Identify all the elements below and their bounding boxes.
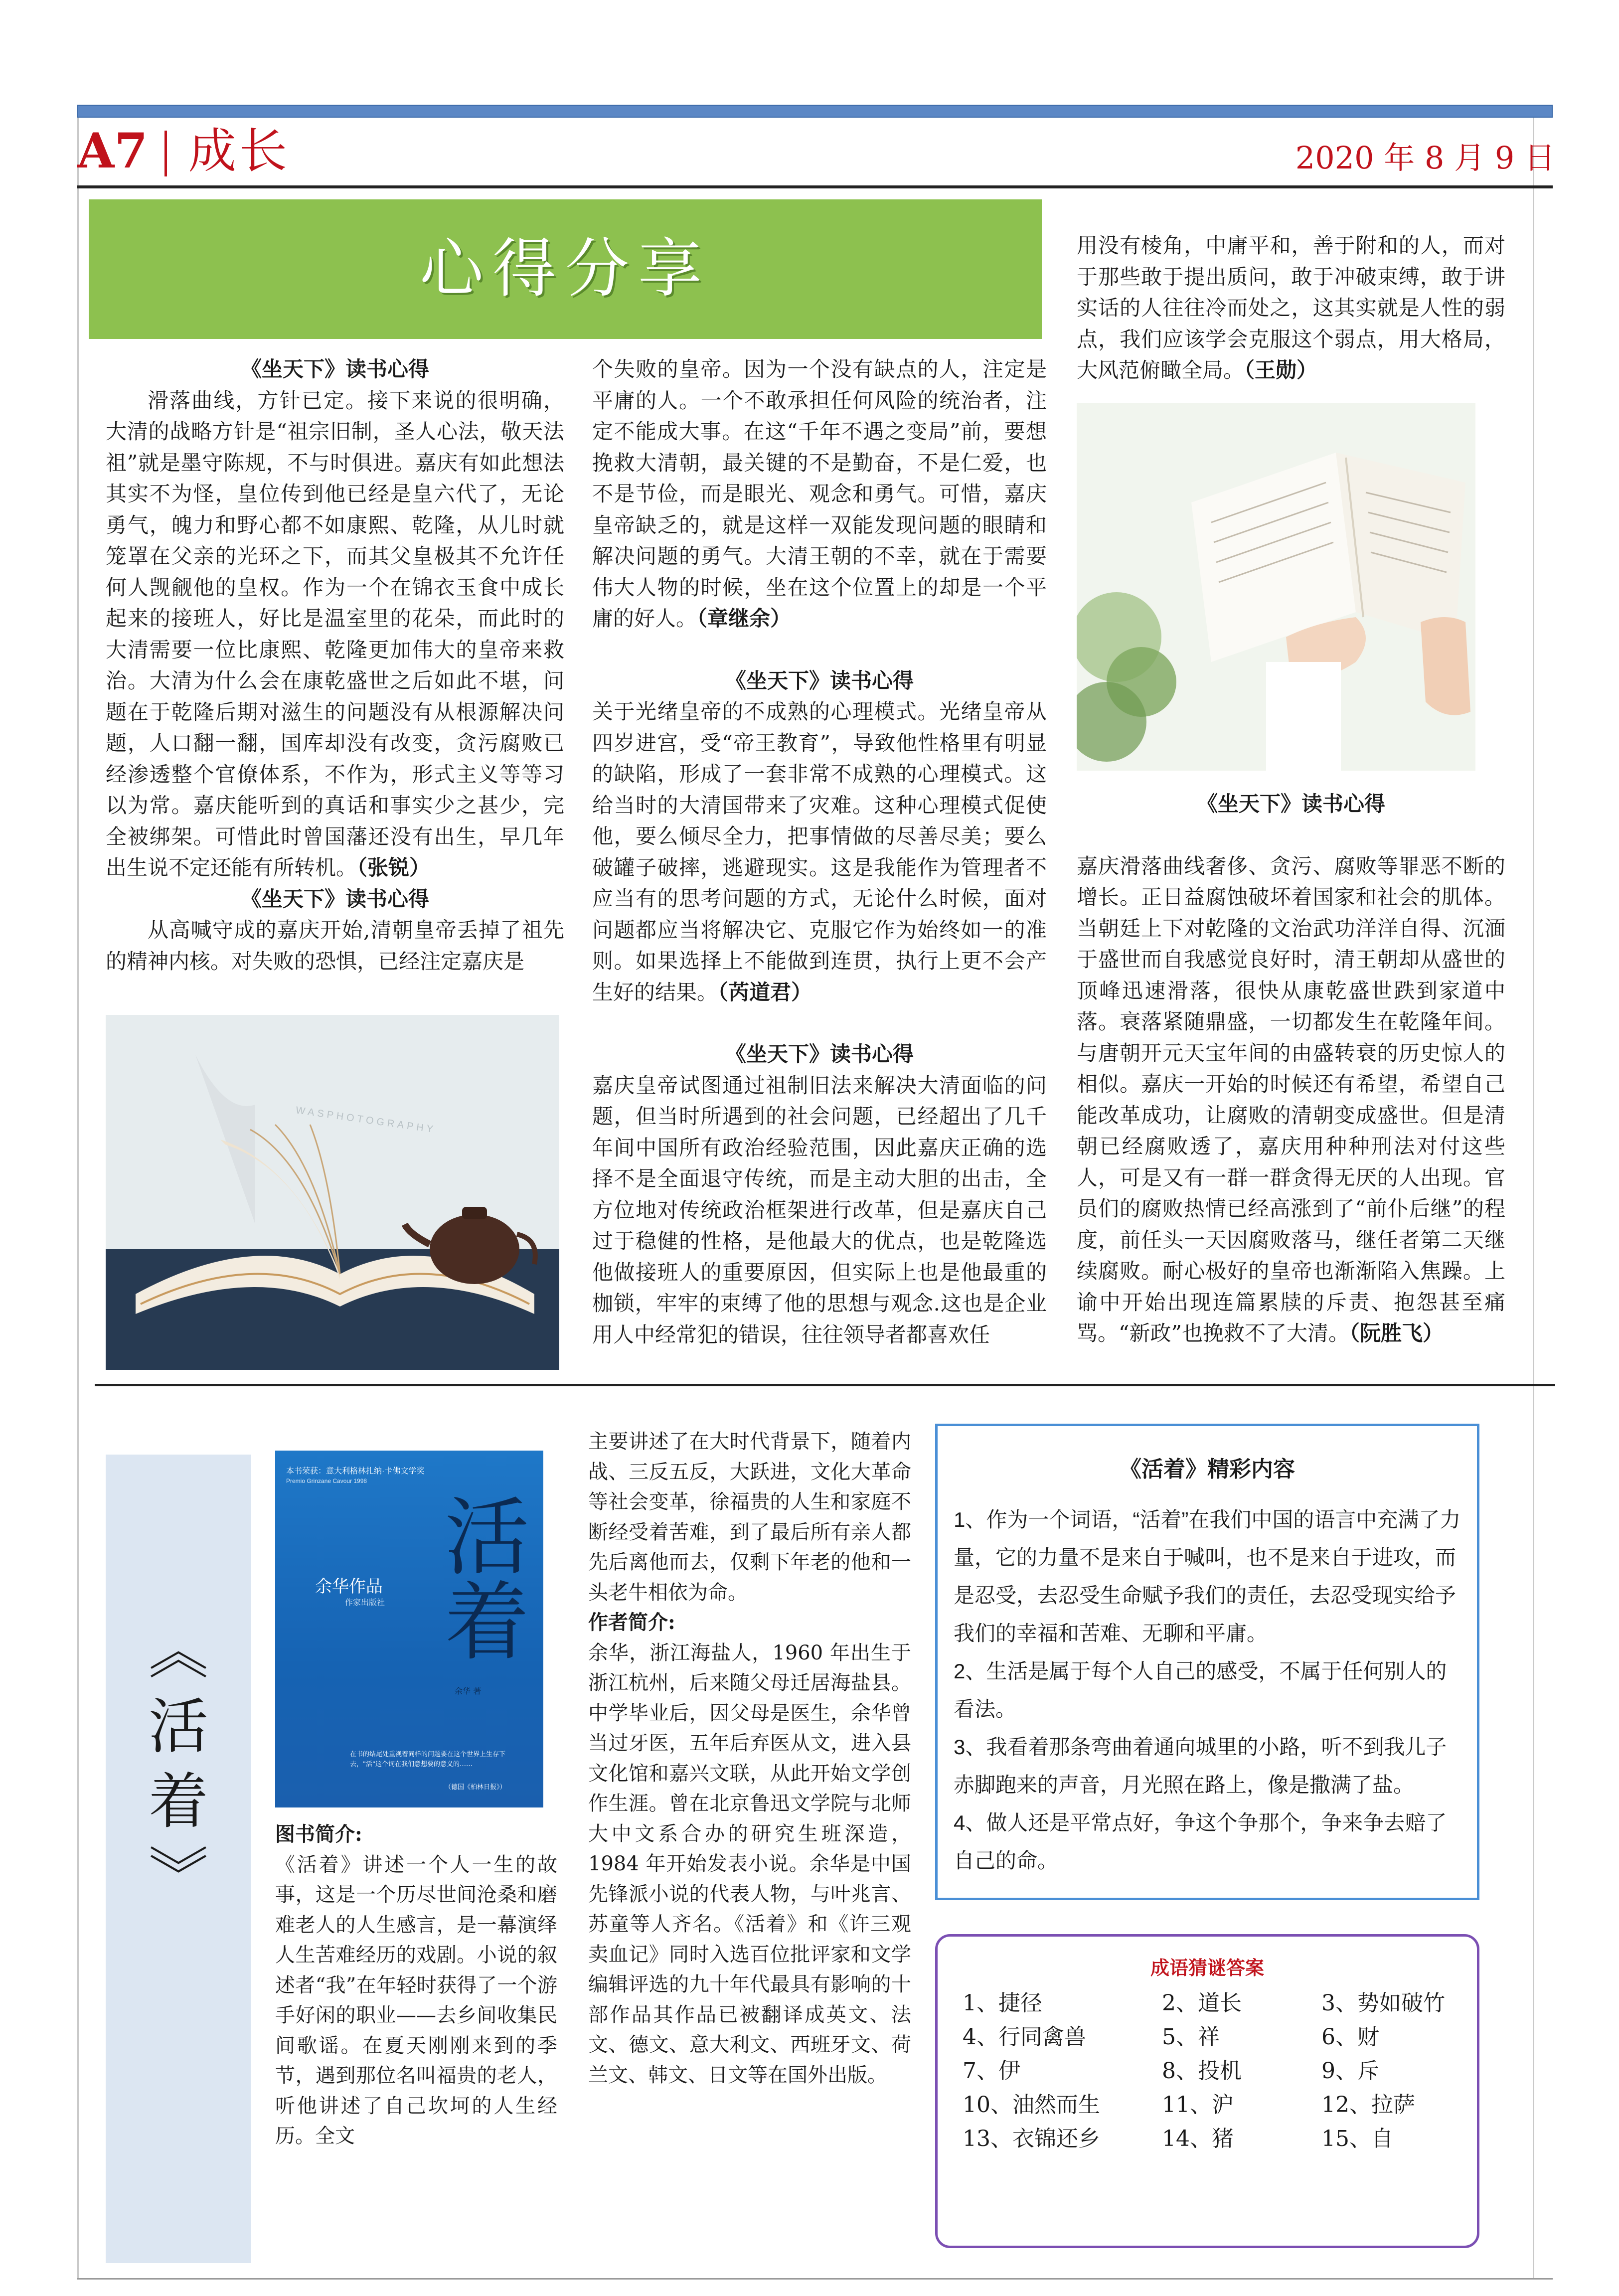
column-3-top — [1077, 230, 1505, 386]
book-cover-huozhe — [275, 1451, 543, 1807]
title-bracket-close: ︾ — [149, 1842, 208, 1911]
spacer — [1077, 820, 1505, 851]
photo-watermark: WASPHOTOGRAPHY — [295, 1105, 437, 1136]
huozhe-middle — [588, 1427, 911, 2090]
excerpt-list — [954, 1501, 1463, 1880]
idiom-answer: 4、行同禽兽 — [963, 2024, 1086, 2050]
article-5-author: （阮胜飞） — [1349, 1321, 1444, 1345]
huozhe-vertical-title — [106, 1615, 251, 1914]
author-body: 余华，浙江海盐人，1960 年出生于浙江杭州，后来随父母迁居海盐县。中学毕业后，因父母是医生，余华曾当过牙医，五年后弃医从文，进入县文化馆和嘉兴文联，从此开始文学创作生涯。曾在北京鲁迅文学院与北师大中文系合办的研究生班深造，1984 年开始发表小说。余华是中国先锋派小说的代表人物，与叶兆言、苏童等人齐名。《活着》和《许三观卖血记》同时入选百位批评家和文学编辑评选的九十年代最具有影响的十部作品其作品已被翻译成英文、法文、德文、意大利文、西班牙文、荷兰文、韩文、日文等在国外出版。 — [588, 1641, 911, 2087]
article-4-author: （王勋） — [1244, 358, 1318, 382]
article-3-title: 《坐天下》读书心得 — [725, 668, 914, 693]
article-3-author: （芮道君） — [718, 980, 812, 1004]
idiom-answer: 12、拉萨 — [1321, 2092, 1415, 2118]
section-name: 成长 — [188, 123, 290, 179]
idiom-answer: 7、伊 — [963, 2058, 1020, 2084]
cover-author-series: 余华作品 — [315, 1577, 383, 1596]
article-5-body: 嘉庆滑落曲线奢侈、贪污、腐败等罪恶不断的增长。正日益腐蚀破坏着国家和社会的肌体。当朝廷上下对乾隆的文治武功洋洋自得、沉湎于盛世而自我感觉良好时，清王朝却从盛世的顶峰迅速滑落，很快从康乾盛世跌到家道中落。衰落紧随鼎盛，一切都发生在乾隆年间。与唐朝开元天宝年间的由盛转衰的历史惊人的相似。嘉庆一开始的时候还有希望，希望自己能改革成功，让腐败的清朝变成盛世。但是清朝已经腐败透了，嘉庆用种种刑法对付这些人，可是又有一群一群贪得无厌的人出现。官员们的腐败热情已经高涨到了“前仆后继”的程度，前任头一天因腐败落马，继任者第二天继续腐败。耐心极好的皇帝也渐渐陷入焦躁。上谕中开始出现连篇累牍的斥责、抱怨甚至痛骂。“新政”也挽救不了大清。（阮胜飞） — [1077, 853, 1505, 1345]
title-bracket-open: ︽ — [149, 1618, 208, 1687]
spacer — [592, 1008, 1047, 1039]
article-1-author: （张锐） — [357, 855, 431, 880]
section-divider — [95, 1384, 1555, 1386]
cover-quote: 在书的结尾处重视着同样的问题要在这个世界上生存下去，"活"这个词在我们意想要的意义的…… — [350, 1751, 506, 1768]
article-3-body: 关于光绪皇帝的不成熟的心理模式。光绪皇帝从四岁进宫，受“帝王教育”，导致他性格里有明显的缺陷，形成了一套非常不成熟的心理模式。这给当时的大清国带来了灾难。这种心理模式促使他，要么倾尽全力，把事情做的尽善尽美；要么破罐子破摔，逃避现实。这是我能作为管理者不应当有的思考问题的方式，无论什么时候，面对问题都应当将解决它、克服它作为始终如一的准则。如果选择上不能做到连贯，执行上更不会产生好的结果。（芮道君） — [592, 699, 1047, 1004]
column-3-bottom — [1077, 789, 1505, 1349]
idiom-answer: 2、道长 — [1162, 1990, 1242, 2016]
idiom-answer: 6、财 — [1321, 2024, 1379, 2050]
article-1-body: 滑落曲线，方针已定。接下来说的很明确，大清的战略方针是“祖宗旧制，圣人心法，敬天法祖”就是墨守陈规，不与时俱进。嘉庆有如此想法其实不为怪，皇位传到他已经是皇六代了，无论勇气，魄力和野心都不如康熙、乾隆，从儿时就笼罩在父亲的光环之下，而其父皇极其不允许任何人觊觎他的皇权。作为一个在锦衣玉食中成长起来的接班人，好比是温室里的花朵，而此时的大清需要一位比康熙、乾隆更加伟大的皇帝来救治。大清为什么会在康乾盛世之后如此不堪，问题在于乾隆后期对滋生的问题没有从根源解决问题，人口翻一翻，国库却没有改变，贪污腐败已经渗透整个官僚体系，不作为，形式主义等等习以为常。嘉庆能听到的真话和事实少之甚少，完全被绑架。可惜此时曾国藩还没有出生，早几年出生说不定还能有所转机。（张锐） — [106, 388, 564, 880]
article-5-title: 《坐天下》读书心得 — [1196, 792, 1385, 816]
intro-body-continued: 主要讲述了在大时代背景下，随着内战、三反五反，大跃进，文化大革命等社会变革，徐福贵的人生和家庭不断经受着苦难，到了最后所有亲人都先后离他而去，仅剩下年老的他和一头老牛相依为命。 — [588, 1430, 911, 1604]
idiom-grid — [963, 1986, 1461, 2156]
photo-illustration — [1077, 403, 1475, 771]
idiom-answer: 15、自 — [1321, 2126, 1393, 2151]
footer-rule — [77, 2278, 1553, 2280]
idiom-answers-box — [935, 1934, 1479, 2248]
article-4-title: 《坐天下》读书心得 — [725, 1042, 914, 1066]
header-color-bar — [77, 105, 1553, 118]
page-frame-right — [1533, 118, 1534, 2279]
column-2 — [592, 354, 1047, 1350]
cover-author-small: 余华 著 — [455, 1686, 482, 1696]
cover-award: 本书荣获：意大利格林扎纳·卡佛文学奖 — [286, 1467, 425, 1476]
excerpt-item: 1、作为一个词语，“活着”在我们中国的语言中充满了力量，它的力量不是来自于喊叫，也不是来自于进攻，而是忍受，去忍受生命赋予我们的责任，去忍受现实给予我们的幸福和苦难、无聊和平庸。 — [954, 1508, 1461, 1645]
header-rule — [77, 185, 1553, 188]
excerpt-item: 2、生活是属于每个人自己的感受，不属于任何别人的看法。 — [954, 1659, 1447, 1721]
intro-heading: 图书简介: — [275, 1822, 362, 1846]
section-code: A7 — [77, 123, 148, 179]
excerpt-box — [935, 1424, 1479, 1900]
photo-illustration — [106, 1015, 559, 1370]
article-2-body: 从高喊守成的嘉庆开始,清朝皇帝丢掉了祖先的精神内核。对失败的恐惧，已经注定嘉庆是 — [106, 918, 564, 974]
article-2-author: （章继余） — [697, 606, 792, 631]
article-4-continued: 用没有棱角，中庸平和，善于附和的人，而对于那些敢于提出质问，敢于冲破束缚，敢于讲实话的人往往冷而处之，这其实就是人性的弱点，我们应该学会克服这个弱点，用大格局，大风范俯瞰全局。（王勋） — [1077, 233, 1505, 382]
excerpt-item: 3、我看着那条弯曲着通向城里的小路，听不到我儿子赤脚跑来的声音，月光照在路上，像是撒满了盐。 — [954, 1735, 1447, 1797]
idiom-answer: 11、沪 — [1162, 2092, 1234, 2118]
idiom-answer: 3、势如破竹 — [1321, 1990, 1445, 2016]
excerpt-item: 4、做人还是平常点好，争这个争那个，争来争去赔了自己的命。 — [954, 1811, 1447, 1872]
issue-date: 2020 年 8 月 9 日 — [1295, 140, 1555, 176]
cover-publisher: 作家出版社 — [345, 1598, 385, 1607]
idiom-answer: 5、祥 — [1162, 2024, 1220, 2050]
idiom-answer: 8、投机 — [1162, 2058, 1242, 2084]
article-4-body: 嘉庆皇帝试图通过祖制旧法来解决大清面临的问题，但当时所遇到的社会问题，已经超出了几千年间中国所有政治经验范围，因此嘉庆正确的选择不是全面退守传统，而是主动大胆的出击，全方位地对传统政治框架进行改革，但是嘉庆自己过于稳健的性格，是他最大的优点，也是乾隆选他做接班人的重要原因，但实际上也是他最重的枷锁，牢牢的束缚了他的思想与观念.这也是企业用人中经常犯的错误，往往领导者都喜欢任 — [592, 1073, 1047, 1347]
excerpt-title: 《活着》精彩内容 — [1120, 1457, 1295, 1482]
idiom-answer: 10、油然而生 — [963, 2092, 1100, 2118]
photo-hands-holding-book — [1077, 403, 1475, 771]
photo-open-book-teapot — [106, 1015, 559, 1370]
column-1 — [106, 354, 564, 977]
cover-title-2: 着 — [445, 1573, 530, 1672]
page-frame-left — [77, 118, 79, 2279]
cover-award-en: Premio Grinzane Cavour 1998 — [286, 1477, 367, 1484]
title-char-2: 着 — [149, 1767, 208, 1836]
author-heading: 作者简介: — [588, 1611, 675, 1634]
title-char-1: 活 — [149, 1692, 208, 1762]
huozhe-intro — [275, 1819, 557, 2151]
idiom-answer: 9、斥 — [1321, 2058, 1379, 2084]
idiom-answer: 1、捷径 — [963, 1990, 1042, 2016]
idiom-answer: 13、衣锦还乡 — [963, 2126, 1100, 2151]
article-2-title: 《坐天下》读书心得 — [240, 886, 429, 911]
cover-title-1: 活 — [445, 1488, 530, 1587]
banner-title: 心得分享 — [419, 232, 711, 306]
idiom-answer: 14、猪 — [1162, 2126, 1234, 2151]
intro-body: 《活着》讲述一个人一生的故事，这是一个历尽世间沧桑和磨难老人的人生感言，是一幕演绎人生苦难经历的戏剧。小说的叙述者“我”在年轻时获得了一个游手好闲的职业——去乡间收集民间歌谣。在夏天刚刚来到的季节，遇到那位名叫福贵的老人，听他讲述了自己坎坷的人生经历。全文 — [275, 1853, 557, 2147]
spacer — [592, 635, 1047, 665]
article-1-title: 《坐天下》读书心得 — [240, 357, 429, 381]
article-2-continued: 个失败的皇帝。因为一个没有缺点的人，注定是平庸的人。一个不敢承担任何风险的统治者，注定不能成大事。在这“千年不遇之变局”前，要想挽救大清朝，最关键的不是勤奋，不是仁爱，也不是节俭，而是眼光、观念和勇气。可惜，嘉庆皇帝缺乏的，就是这样一双能发现问题的眼睛和解决问题的勇气。大清王朝的不幸，就在于需要伟大人物的时候，坐在这个位置上的却是一个平庸的好人。（章继余） — [592, 357, 1047, 631]
header-separator — [164, 131, 167, 176]
cover-quote-source: （德国《柏林日报》） — [445, 1784, 506, 1791]
idiom-title: 成语猜谜答案 — [1150, 1957, 1264, 1979]
